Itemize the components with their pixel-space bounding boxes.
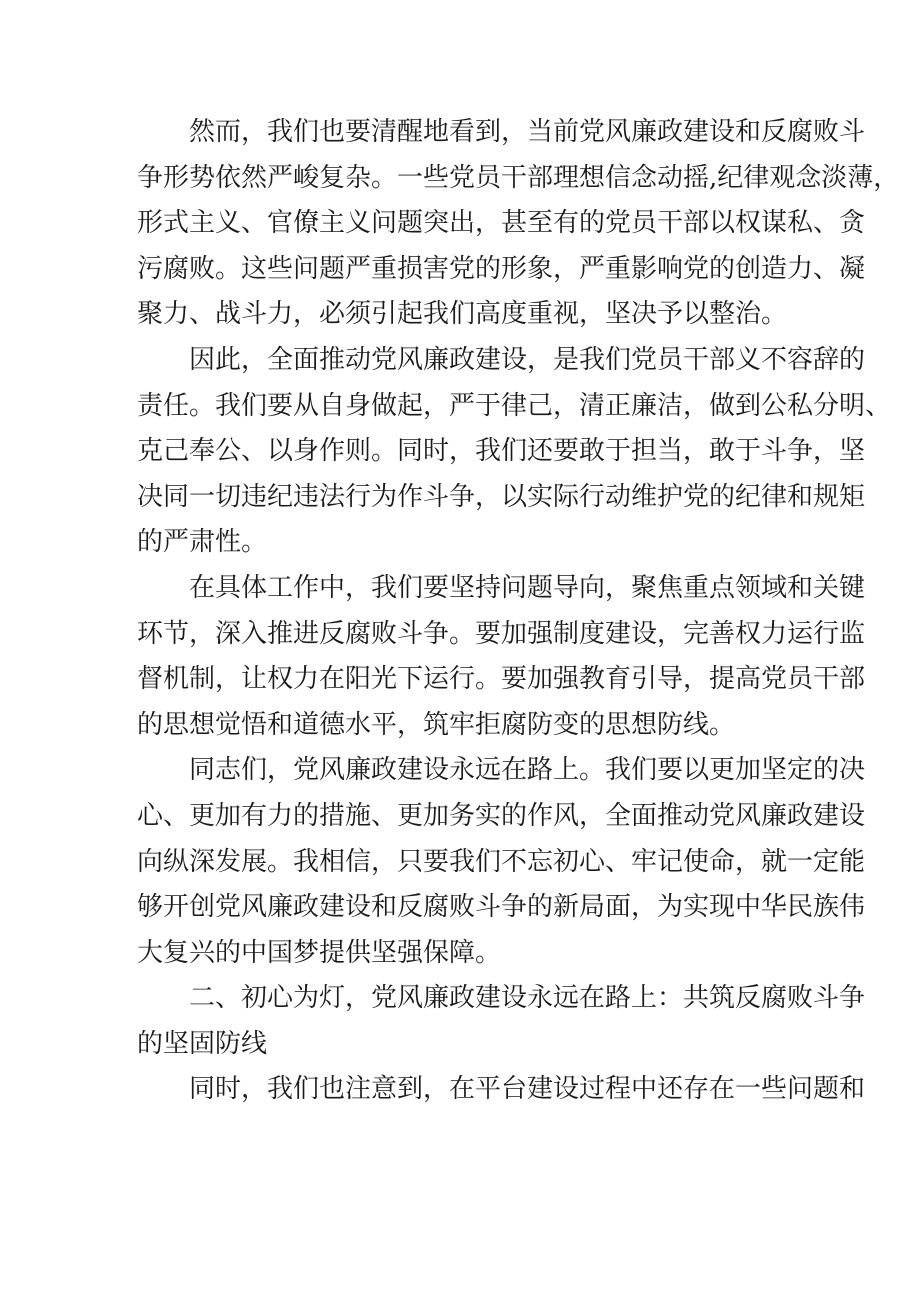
paragraph-1 bbox=[137, 110, 900, 338]
heading-line: 的坚固防线 bbox=[137, 1028, 268, 1059]
paragraph-3 bbox=[137, 566, 866, 748]
document-page bbox=[137, 110, 900, 1113]
text-line: 聚力、战斗力，必须引起我们高度重视，坚决予以整治。 bbox=[137, 299, 788, 330]
text-line: 向纵深发展。我相信，只要我们不忘初心、牢记使命，就一定能 bbox=[137, 846, 866, 877]
text-line: 督机制，让权力在阳光下运行。要加强教育引导，提高党员干部 bbox=[137, 664, 866, 695]
section-heading bbox=[137, 976, 866, 1067]
text-line: 然而，我们也要清醒地看到，当前党风廉政建设和反腐败斗 bbox=[189, 117, 866, 147]
paragraph-2 bbox=[137, 338, 892, 566]
heading-line: 二、初心为灯，党风廉政建设永远在路上：共筑反腐败斗争 bbox=[189, 983, 866, 1014]
text-line: 决同一切违纪违法行为作斗争，以实际行动维护党的纪律和规矩 bbox=[137, 481, 866, 512]
text-line: 大复兴的中国梦提供坚强保障。 bbox=[137, 937, 502, 968]
paragraph-6 bbox=[137, 1067, 866, 1113]
text-line: 形式主义、官僚主义问题突出，甚至有的党员干部以权谋私、贪 bbox=[137, 208, 866, 239]
text-line: 因此，全面推动党风廉政建设，是我们党员干部义不容辞的 bbox=[189, 344, 866, 375]
text-line: 同志们，党风廉政建设永远在路上。我们要以更加坚定的决 bbox=[189, 755, 866, 786]
text-line: 的严肃性。 bbox=[137, 527, 268, 558]
text-line: 同时，我们也注意到，在平台建设过程中还存在一些问题和 bbox=[189, 1074, 866, 1105]
text-line: 心、更加有力的措施、更加务实的作风，全面推动党风廉政建设 bbox=[137, 800, 866, 831]
text-line: 够开创党风廉政建设和反腐败斗争的新局面，为实现中华民族伟 bbox=[137, 892, 866, 923]
text-line: 责任。我们要从自身做起，严于律己，清正廉洁，做到公私分明、 bbox=[137, 390, 892, 421]
paragraph-4 bbox=[137, 748, 866, 976]
text-line: 环节，深入推进反腐败斗争。要加强制度建设，完善权力运行监 bbox=[137, 618, 866, 649]
text-line: 克己奉公、以身作则。同时，我们还要敢于担当，敢于斗争，坚 bbox=[137, 436, 866, 467]
text-line: 争形势依然严峻复杂。一些党员干部理想信念动摇,纪律观念淡薄， bbox=[137, 162, 900, 193]
text-line: 污腐败。这些问题严重损害党的形象，严重影响党的创造力、凝 bbox=[137, 253, 866, 284]
text-line: 的思想觉悟和道德水平，筑牢拒腐防变的思想防线。 bbox=[137, 709, 736, 740]
text-line: 在具体工作中，我们要坚持问题导向，聚焦重点领域和关键 bbox=[189, 572, 866, 603]
